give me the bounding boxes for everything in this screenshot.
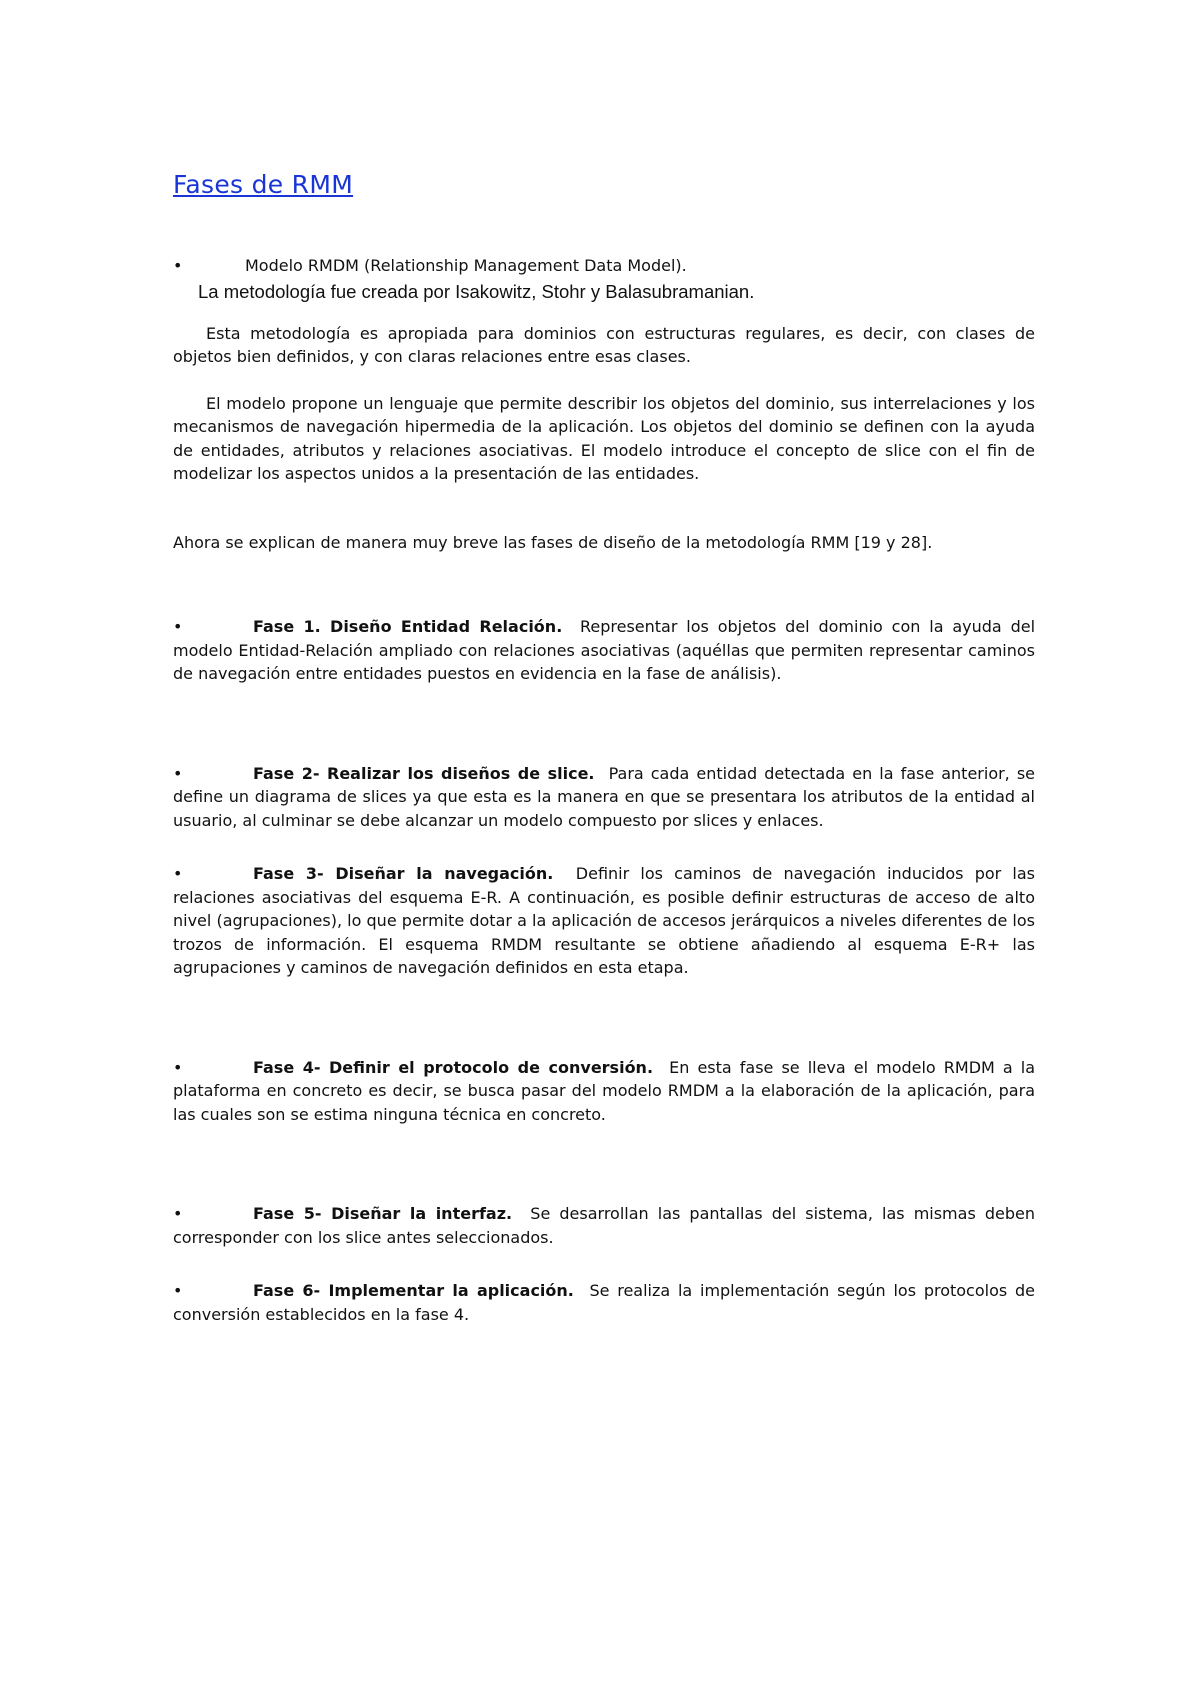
bullet-icon: • (173, 1281, 183, 1300)
bullet-icon: • (173, 763, 183, 783)
intro-bullet-item (173, 254, 1035, 278)
phase-3-heading: Fase 3- Diseñar la navegación. (253, 864, 554, 883)
phase-5 (173, 1202, 1035, 1249)
bullet-icon: • (173, 256, 183, 275)
phase-4-heading: Fase 4- Definir el protocolo de conversión. (253, 1057, 654, 1077)
phase-2-text: Para cada entidad detectada en la fase anterior, se define un diagrama de slices ya que esta es la manera en que se presentara los atributos de la entidad al usuario, al culminar se debe alcanzar un modelo compuesto por slices y enlaces. (173, 763, 1035, 830)
bullet-icon: • (173, 1057, 183, 1077)
phase-4-text: En esta fase se lleva el modelo RMDM a la plataforma en concreto es decir, se busca pasar del modelo RMDM a la elaboración de la aplicación, para las cuales son se estima ninguna técnica en concreto. (173, 1057, 1035, 1124)
phase-5-heading: Fase 5- Diseñar la interfaz. (253, 1204, 513, 1223)
phase-3-text: Definir los caminos de navegación inducidos por las relaciones asociativas del esquema E-R. A continuación, es posible definir estructuras de acceso de alto nivel (agrupaciones), lo que permite dotar a la aplicación de accesos jerárquicos a niveles diferentes de los trozos de información. El esquema RMDM resultante se obtiene añadiendo al esquema E-R+ las agrupaciones y caminos de navegación definidos en esta etapa. (173, 864, 1036, 977)
phase-6-text: Se realiza la implementación según los protocolos de conversión establecidos en la fase 4. (173, 1281, 1035, 1324)
phase-5-text: Se desarrollan las pantallas del sistema, las mismas deben corresponder con los slice antes seleccionados. (173, 1204, 1036, 1247)
phase-6-heading: Fase 6- Implementar la aplicación. (253, 1281, 574, 1300)
paragraph-1: Esta metodología es apropiada para dominios con estructuras regulares, es decir, con clases de objetos bien definidos, y con claras relaciones entre esas clases. (173, 323, 1035, 366)
paragraph-2: El modelo propone un lenguaje que permite describir los objetos del dominio, sus interrelaciones y los mecanismos de navegación hipermedia de la aplicación. Los objetos del dominio se definen con la ayuda de entidades, atributos y relaciones asociativas. El modelo introduce el concepto de slice con el fin de modelizar los aspectos unidos a la presentación de las entidades. (173, 393, 1035, 483)
document-page (173, 170, 1035, 1326)
intro-bullet-text: Modelo RMDM (Relationship Management Data Model). (245, 256, 687, 275)
phase-3 (173, 862, 1035, 980)
bullet-icon: • (173, 864, 183, 883)
phase-1-text: Representar los objetos del dominio con la ayuda del modelo Entidad-Relación ampliado con relaciones asociativas (aquéllas que permiten representar caminos de navegación entre entidades puestos en evidencia en la fase de análisis). (173, 617, 1036, 683)
authors-line: La metodología fue creada por Isakowitz, Stohr y Balasubramanian. (198, 280, 755, 302)
bullet-icon: • (173, 617, 183, 636)
phase-1 (173, 615, 1035, 686)
phase-1-heading: Fase 1. Diseño Entidad Relación. (253, 617, 563, 636)
phase-2-heading: Fase 2- Realizar los diseños de slice. (253, 763, 595, 783)
paragraph-3: Ahora se explican de manera muy breve las fases de diseño de la metodología RMM [19 y 28]. (173, 532, 933, 552)
phase-4 (173, 1056, 1035, 1127)
page-title[interactable]: Fases de RMM (173, 170, 354, 199)
phase-6 (173, 1279, 1035, 1326)
bullet-icon: • (173, 1204, 183, 1223)
phase-2 (173, 762, 1035, 833)
